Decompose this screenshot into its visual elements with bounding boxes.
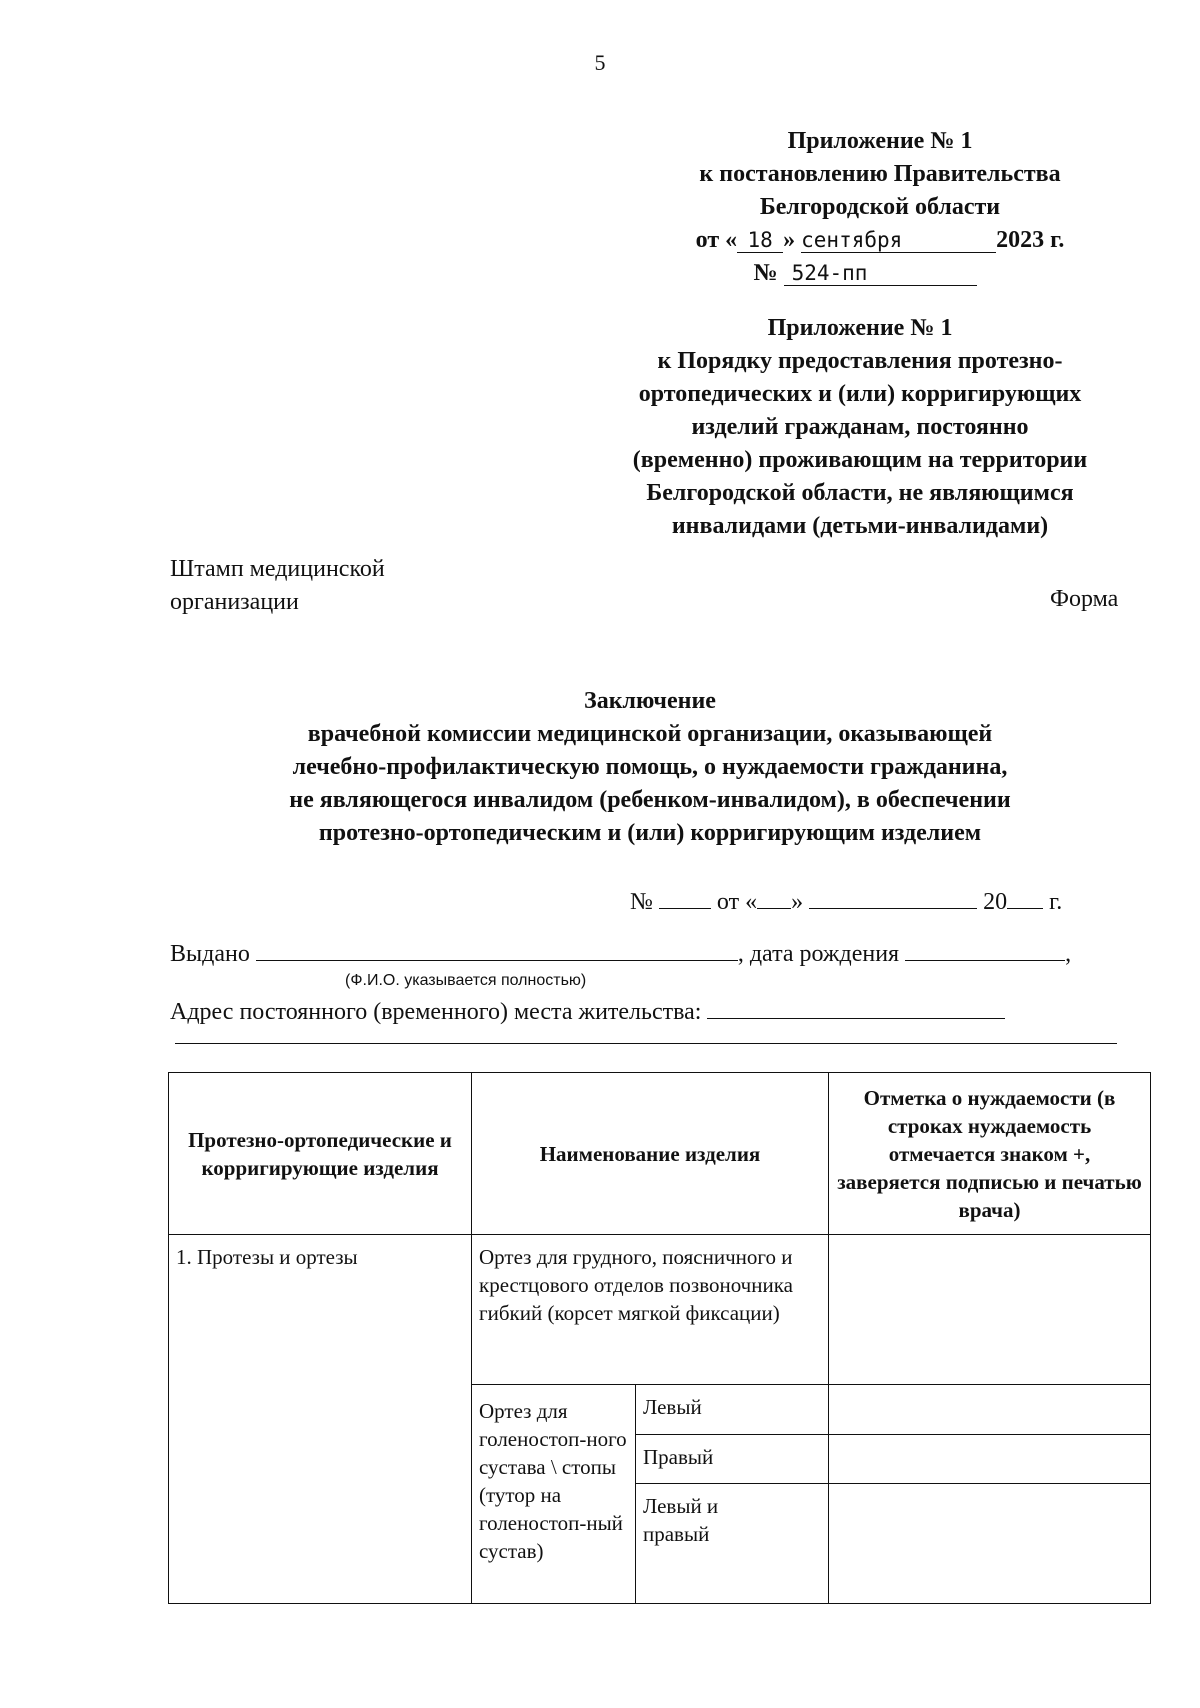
stamp-line2: организации [170,589,299,615]
header-products: Протезно-ортопедические и корригирующие изделия [169,1073,472,1235]
document-title-line: протезно-ортопедическим и (или) корригирующим изделием [318,820,982,846]
products-table [168,1072,1151,1604]
decree-appendix-line2: Белгородской области [759,194,1001,220]
address-line [170,998,1005,1026]
year-field[interactable] [1007,888,1043,909]
need-mark-left[interactable] [829,1385,1151,1435]
decree-appendix-title: Приложение № 1 [787,128,973,154]
address-field-continuation[interactable] [175,1043,1117,1044]
decree-date-line [640,224,1120,257]
side-both-cell: Левый и правый [636,1484,829,1604]
side-left-cell: Левый [636,1385,829,1435]
dob-field[interactable] [905,940,1065,961]
order-appendix-title: Приложение № 1 [767,315,953,341]
day-field[interactable] [757,888,791,909]
need-mark-corset[interactable] [829,1235,1151,1385]
dob-label: , дата рождения [737,941,900,967]
order-appendix-line: Белгородской области, не являющимся [646,480,1074,506]
address-label: Адрес постоянного (временного) места жительства: [170,999,702,1025]
dob-comma: , [1065,941,1072,967]
document-title [170,685,1130,850]
month-field[interactable] [809,888,977,909]
table-header-row [169,1073,1151,1235]
need-mark-both[interactable] [829,1484,1151,1604]
order-appendix-line: (временно) проживающим на территории [632,447,1088,473]
stamp-line1: Штамп медицинской [170,556,385,582]
decree-number-prefix: № [753,260,778,286]
order-appendix-line: к Порядку предоставления протезно- [657,348,1063,374]
number-field[interactable] [659,888,711,909]
decree-number: 524-пп [784,261,977,286]
conclusion-number-line [630,888,1062,916]
decree-date-mid: » [783,227,796,253]
decree-appendix-line1: к постановлению Правительства [699,161,1061,187]
table-row [169,1235,1151,1385]
fio-field[interactable] [256,940,738,961]
document-title-line: не являющегося инвалидом (ребенком-инвалидом), в обеспечении [289,787,1011,813]
category-cell: 1. Протезы и ортезы [169,1235,472,1604]
document-title-line: врачебной комиссии медицинской организации, оказывающей [307,721,993,747]
order-appendix-line: инвалидами (детьми-инвалидами) [671,513,1049,539]
document-heading: Заключение [584,688,716,714]
item-corset-cell: Ортез для грудного, поясничного и крестцового отделов позвоночника гибкий (корсет мягкой фиксации) [472,1235,829,1385]
header-product-name: Наименование изделия [472,1073,829,1235]
header-need-mark: Отметка о нуждаемости (в строках нуждаемость отмечается знаком +, заверяется подписью и печатью врача) [829,1073,1151,1235]
decree-number-line [640,257,1120,290]
decree-date-day: 18 [737,228,783,253]
decree-appendix-block [640,125,1120,290]
issued-label: Выдано [170,941,250,967]
number-sign: № [630,889,653,915]
need-mark-right[interactable] [829,1435,1151,1484]
document-title-line: лечебно-профилактическую помощь, о нуждаемости гражданина, [292,754,1008,780]
page-number: 5 [594,50,606,75]
order-appendix-line: ортопедических и (или) корригирующих [638,381,1082,407]
item-ankle-orthosis-cell: Ортез для голеностоп-ного сустава \ стопы (тутор на голеностоп-ный сустав) [472,1385,636,1604]
fio-note: (Ф.И.О. указывается полностью) [345,972,587,989]
year-suffix: г. [1049,889,1063,915]
address-field[interactable] [707,998,1005,1019]
from-label: от « [716,889,758,915]
decree-date-prefix: от « [695,227,738,253]
decree-date-month: сентября [801,228,996,253]
year-prefix: 20 [983,889,1008,915]
stamp-label [170,553,385,619]
form-label: Форма [1050,586,1119,612]
order-appendix-line: изделий гражданам, постоянно [691,414,1029,440]
order-appendix-block [590,312,1130,543]
side-right-cell: Правый [636,1435,829,1484]
decree-date-year: 2023 г. [996,227,1065,253]
issued-line [170,940,1071,968]
quote-close: » [791,889,804,915]
